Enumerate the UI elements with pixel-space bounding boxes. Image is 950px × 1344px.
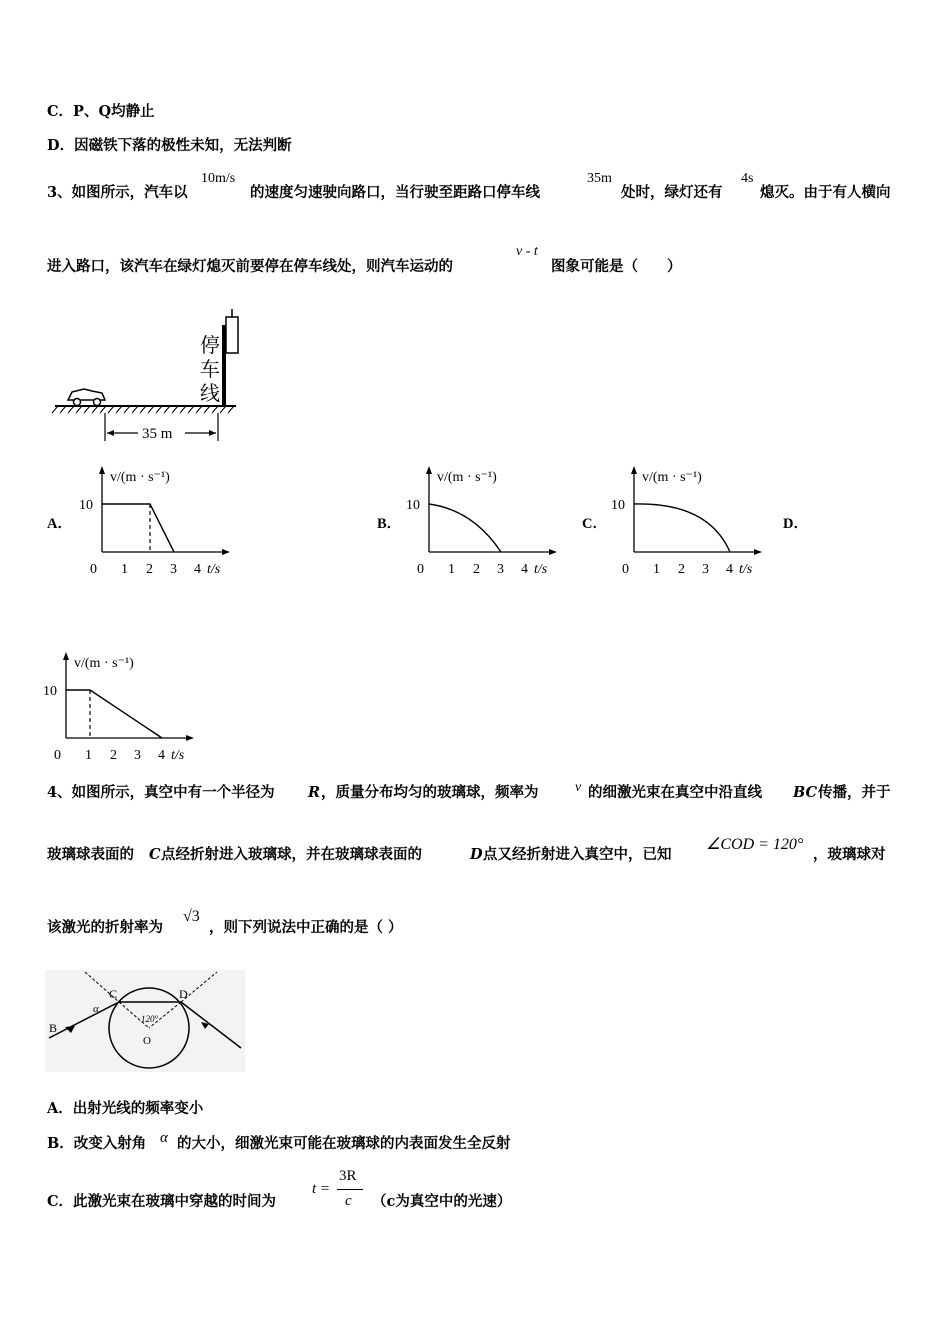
q4-line2-mid1: 点经折射进入玻璃球，并在玻璃球表面的	[161, 846, 422, 863]
graph-b	[403, 462, 563, 582]
graph-c-curve	[634, 504, 730, 552]
q4-glass-sphere-figure	[45, 970, 245, 1072]
graph-d-curve	[66, 690, 162, 738]
y-axis-label: v/(m · s⁻¹)	[110, 470, 170, 485]
sign-char-3: 线	[200, 383, 220, 405]
x-axis-label: t/s	[739, 562, 753, 577]
q4-frequency-symbol: ν	[575, 780, 582, 795]
label-b: B	[49, 1021, 58, 1035]
sign-char-2: 车	[200, 359, 220, 381]
q4-line2-prefix: 玻璃球表面的	[47, 846, 134, 863]
distance-label: 35 m	[142, 426, 173, 442]
q3-stop-line-figure	[50, 305, 250, 445]
sign-char-1: 停	[200, 335, 220, 357]
graph-a	[76, 462, 236, 582]
q3-option-a: A．	[47, 516, 72, 532]
traffic-light	[226, 317, 238, 353]
q3-time: 4s	[741, 171, 754, 186]
x-tick-1: 1	[121, 562, 128, 577]
q4-option-b-alpha: α	[160, 1130, 168, 1146]
q4-option-c-numerator: 3R	[339, 1168, 357, 1184]
q4-line3-suffix: ，则下列说法中正确的是（ ）	[209, 919, 403, 936]
y-axis-label: v/(m · s⁻¹)	[74, 656, 134, 671]
q3-option-c: C．	[582, 516, 607, 532]
x-axis-label: t/s	[171, 748, 185, 763]
y-tick-10: 10	[611, 498, 625, 513]
x-tick-2: 2	[146, 562, 153, 577]
graph-b-curve	[429, 504, 501, 552]
q4-option-a: A．出射光线的频率变小	[47, 1100, 204, 1117]
x-tick-1: 1	[85, 748, 92, 763]
x-tick-0: 0	[417, 562, 424, 577]
car-icon	[68, 389, 105, 406]
x-tick-1: 1	[653, 562, 660, 577]
x-tick-2: 2	[678, 562, 685, 577]
q3-option-b: B．	[377, 516, 402, 532]
q4-option-b-prefix: B．改变入射角	[47, 1135, 147, 1152]
x-tick-2: 2	[110, 748, 117, 763]
q3-line2-prefix: 进入路口，该汽车在绿灯熄灭前要停在停车线处，则汽车运动的	[47, 258, 453, 275]
x-tick-3: 3	[702, 562, 709, 577]
q3-line1-mid1: 的速度匀速驶向路口，当行驶至距路口停车线	[250, 184, 540, 201]
q4-line2-mid2: 点又经折射进入真空中，已知	[483, 846, 672, 863]
label-alpha: α	[93, 1003, 99, 1015]
q3-line2-suffix: 图象可能是（ ）	[551, 258, 682, 275]
q4-line2-suffix: ，玻璃球对	[813, 846, 886, 863]
q4-line1-suffix1: 的细激光束在真空中沿直线	[588, 784, 762, 801]
q4-option-c-suffix: （c为真空中的光速）	[372, 1193, 512, 1210]
x-tick-3: 3	[170, 562, 177, 577]
q4-line1-suffix2: 传播，并于	[818, 784, 891, 801]
x-tick-0: 0	[54, 748, 61, 763]
x-tick-1: 1	[448, 562, 455, 577]
fraction-bar	[337, 1189, 363, 1190]
x-tick-3: 3	[497, 562, 504, 577]
ground-hatch	[52, 406, 234, 413]
q4-option-b-suffix: 的大小，细激光束可能在玻璃球的内表面发生全反射	[177, 1135, 511, 1152]
q4-point-c: C	[149, 846, 161, 863]
y-axis-label: v/(m · s⁻¹)	[437, 470, 497, 485]
q4-radius: R	[308, 784, 321, 801]
q4-line3-prefix: 该激光的折射率为	[47, 919, 163, 936]
y-axis-label: v/(m · s⁻¹)	[642, 470, 702, 485]
graph-d	[40, 648, 200, 768]
q4-refractive-index: √3	[183, 908, 200, 925]
x-tick-0: 0	[90, 562, 97, 577]
x-tick-4: 4	[726, 562, 733, 577]
q4-bc: BC	[793, 784, 818, 801]
x-tick-4: 4	[194, 562, 201, 577]
x-axis-label: t/s	[534, 562, 548, 577]
x-tick-2: 2	[473, 562, 480, 577]
q2-option-d: D．因磁铁下落的极性未知，无法判断	[47, 137, 292, 154]
q3-distance: 35m	[587, 171, 612, 186]
y-tick-10: 10	[406, 498, 420, 513]
q3-line1-prefix: 3、如图所示，汽车以	[47, 184, 188, 201]
label-o: O	[143, 1035, 151, 1047]
x-tick-0: 0	[622, 562, 629, 577]
label-c: C	[109, 987, 118, 1001]
x-tick-4: 4	[521, 562, 528, 577]
q2-option-c: C．P、Q均静止	[47, 103, 155, 120]
q4-line1-prefix: 4、如图所示，真空中有一个半径为	[47, 784, 275, 801]
label-d: D	[179, 987, 188, 1001]
y-tick-10: 10	[43, 684, 57, 699]
y-tick-10: 10	[79, 498, 93, 513]
q3-option-d: D．	[783, 516, 808, 532]
label-angle: 120°	[141, 1014, 159, 1024]
q4-option-c-denominator: c	[345, 1193, 352, 1209]
q4-angle: ∠COD = 120°	[706, 836, 804, 853]
q4-point-d: D	[470, 846, 483, 863]
x-tick-3: 3	[134, 748, 141, 763]
q3-line1-suffix: 熄灭。由于有人横向	[760, 184, 891, 201]
q3-speed: 10m/s	[201, 171, 236, 186]
graph-a-curve	[102, 504, 174, 552]
q4-option-c-lhs: t =	[312, 1181, 331, 1197]
graph-c	[608, 462, 768, 582]
x-axis-label: t/s	[207, 562, 221, 577]
q3-graph-var: v - t	[516, 244, 538, 259]
q4-option-c-prefix: C．此激光束在玻璃中穿越的时间为	[47, 1193, 277, 1210]
q4-line1-mid: ，质量分布均匀的玻璃球，频率为	[321, 784, 539, 801]
x-tick-4: 4	[158, 748, 165, 763]
q3-line1-mid2: 处时，绿灯还有	[621, 184, 723, 201]
